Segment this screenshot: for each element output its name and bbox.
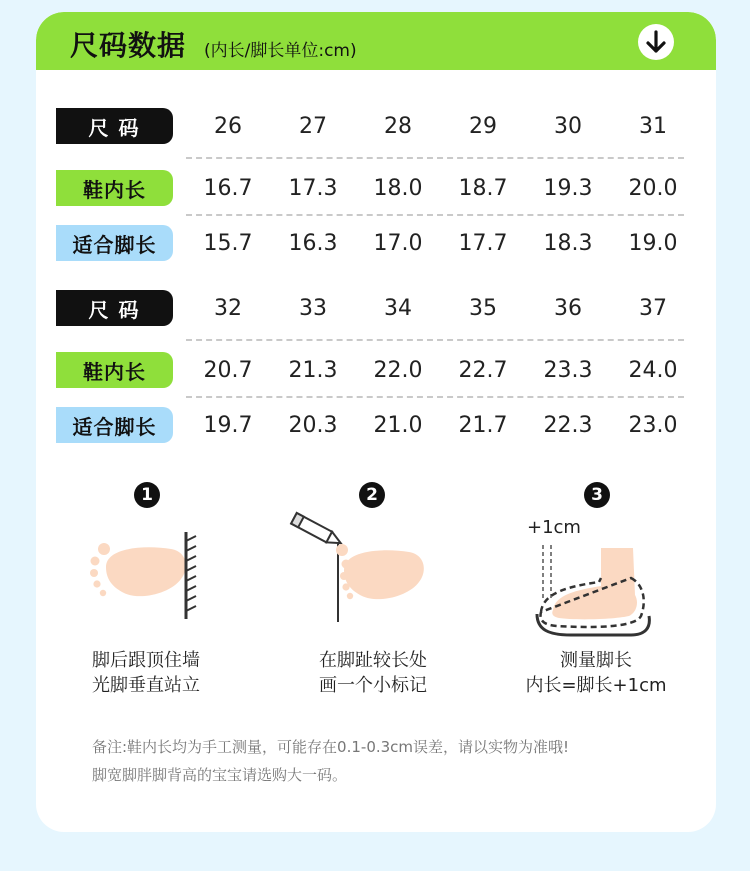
- inner-length-cell: 20.0: [628, 175, 678, 201]
- inner-length-cell: 22.7: [458, 357, 508, 383]
- foot-against-wall-illustration: [86, 527, 216, 622]
- row-label-foot-length: 适合脚长: [56, 407, 173, 443]
- inner-length-cell: 22.0: [373, 357, 423, 383]
- row-label-foot-length: 适合脚长: [56, 225, 173, 261]
- foot-length-cell: 21.0: [373, 412, 423, 438]
- step-3-caption: [486, 648, 706, 698]
- foot-length-cell: 17.7: [458, 230, 508, 256]
- pencil-mark-illustration: [286, 510, 436, 625]
- page-title: 尺码数据: [70, 29, 187, 62]
- step-3-line-2: 内长=脚长+1cm: [525, 675, 667, 696]
- step-2-line-1: 在脚趾较长处: [319, 650, 427, 671]
- row-divider: [186, 396, 684, 398]
- step-2-line-2: 画一个小标记: [319, 675, 427, 696]
- note-line-2: 脚宽脚胖脚背高的宝宝请选购大一码。: [92, 766, 348, 784]
- row-divider: [186, 214, 684, 216]
- row-label-size: 尺码: [56, 108, 173, 144]
- table-row-foot-length: [56, 217, 696, 269]
- plus-1cm-label: +1cm: [527, 517, 581, 538]
- size-cell: 33: [299, 295, 327, 321]
- table-row-inner-length: [56, 344, 696, 396]
- size-cell: 32: [214, 295, 242, 321]
- size-cell: 31: [639, 113, 667, 139]
- note-line-1: 备注:鞋内长均为手工测量，可能存在0.1-0.3cm误差，请以实物为准哦!: [92, 738, 570, 756]
- foot-length-cell: 23.0: [628, 412, 678, 438]
- table-row-inner-length: [56, 162, 696, 214]
- size-cell: 28: [384, 113, 412, 139]
- inner-length-cell: 16.7: [203, 175, 253, 201]
- row-label-inner-length: 鞋内长: [56, 352, 173, 388]
- foot-length-cell: 19.7: [203, 412, 253, 438]
- step-1-caption: [36, 648, 256, 698]
- foot-length-cell: 19.0: [628, 230, 678, 256]
- inner-length-cell: 17.3: [288, 175, 338, 201]
- size-cell: 37: [639, 295, 667, 321]
- foot-length-cell: 17.0: [373, 230, 423, 256]
- step-2-caption: [263, 648, 483, 698]
- size-cell: 35: [469, 295, 497, 321]
- step-number-3: 3: [584, 482, 610, 508]
- size-chart-card: [36, 12, 716, 832]
- foot-length-cell: 22.3: [543, 412, 593, 438]
- scroll-down-button[interactable]: [638, 24, 674, 60]
- foot-length-cell: 18.3: [543, 230, 593, 256]
- unit-subtitle: (内长/脚长单位:cm): [204, 41, 357, 61]
- row-divider: [186, 339, 684, 341]
- size-cell: 27: [299, 113, 327, 139]
- header-bar: [36, 12, 716, 70]
- inner-length-cell: 19.3: [543, 175, 593, 201]
- inner-length-cell: 18.7: [458, 175, 508, 201]
- inner-length-cell: 24.0: [628, 357, 678, 383]
- size-cell: 34: [384, 295, 412, 321]
- step-1-line-2: 光脚垂直站立: [92, 675, 200, 696]
- size-cell: 29: [469, 113, 497, 139]
- step-number-2: 2: [359, 482, 385, 508]
- foot-length-cell: 21.7: [458, 412, 508, 438]
- row-label-size: 尺码: [56, 290, 173, 326]
- step-1-line-1: 脚后跟顶住墙: [92, 650, 200, 671]
- inner-length-cell: 20.7: [203, 357, 253, 383]
- inner-length-cell: 18.0: [373, 175, 423, 201]
- size-cell: 30: [554, 113, 582, 139]
- inner-length-cell: 23.3: [543, 357, 593, 383]
- foot-length-cell: 16.3: [288, 230, 338, 256]
- shoe-measure-illustration: [531, 540, 661, 640]
- arrow-down-icon: [638, 24, 674, 60]
- step-number-1: 1: [134, 482, 160, 508]
- foot-length-cell: 20.3: [288, 412, 338, 438]
- size-cell: 36: [554, 295, 582, 321]
- table-row-size: [56, 282, 696, 334]
- table-row-foot-length: [56, 399, 696, 451]
- table-row-size: [56, 100, 696, 152]
- inner-length-cell: 21.3: [288, 357, 338, 383]
- step-3-line-1: 测量脚长: [560, 650, 632, 671]
- size-cell: 26: [214, 113, 242, 139]
- foot-length-cell: 15.7: [203, 230, 253, 256]
- row-label-inner-length: 鞋内长: [56, 170, 173, 206]
- row-divider: [186, 157, 684, 159]
